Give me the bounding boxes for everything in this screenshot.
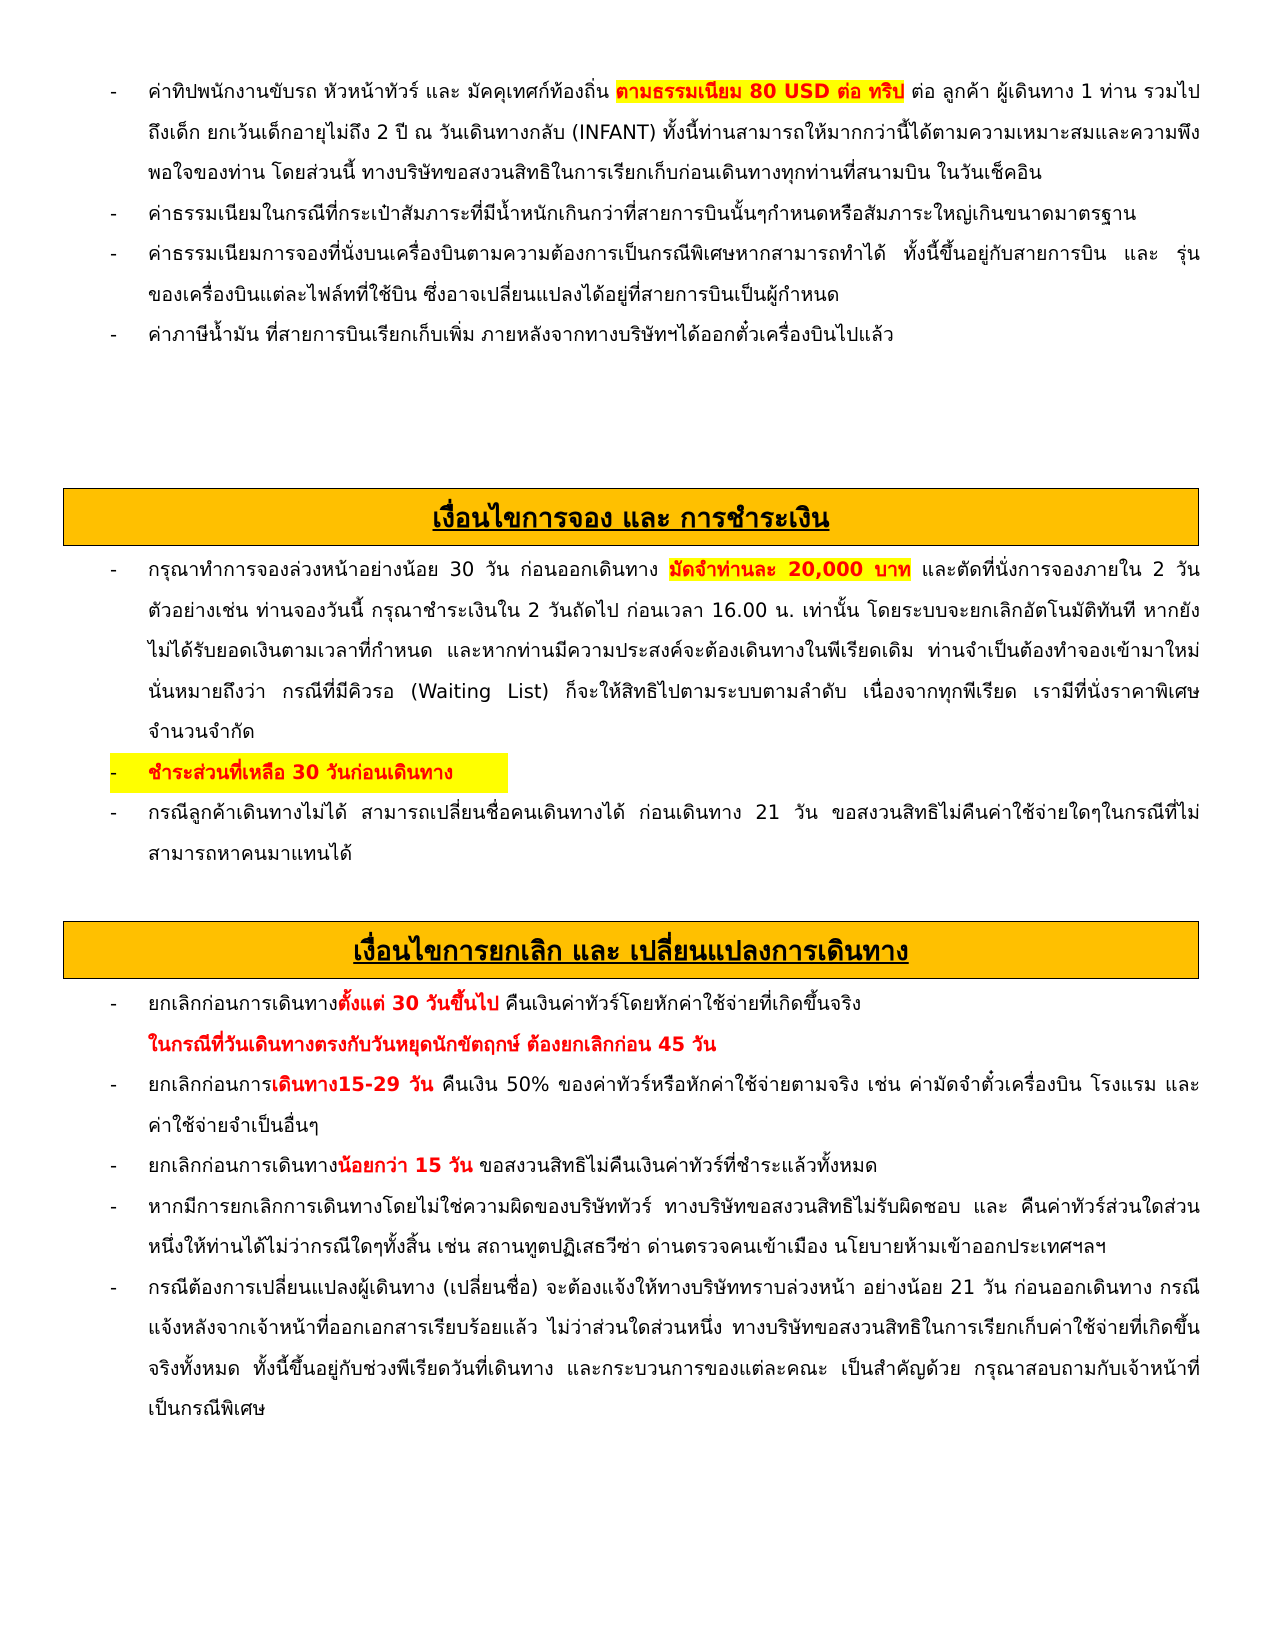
bullet-dash: - [110,1154,118,1177]
list-item: - ค่าภาษีน้ำมัน ที่สายการบินเรียกเก็บเพิ่ม ภายหลังจากทางบริษัทฯได้ออกตั๋วเครื่องบินไปแล้ว [110,315,1200,356]
bullet-dash: - [110,1275,118,1299]
bullet-dash: - [110,80,118,103]
list-item: - กรุณาทำการจองล่วงหน้าอย่างน้อย 30 วัน ก่อนออกเดินทาง มัดจำท่านละ 20,000 บาท และตัดที่นั่งการจองภายใน 2 วัน ตัวอย่างเช่น ท่านจองวันนี้ กรุณาชำระเงินใน 2 วันถัดไป ก่อนเวลา 16.00 น. เท่านั้น โดยระบบจะยกเลิกอัตโนมัติทันที หากยังไม่ได้รับยอดเงินตามเวลาที่กำหนด และหากท่านมีความประสงค์จะต้องเดินทางในพีเรียดเดิม ท่านจำเป็นต้องทำจองเข้ามาใหม่ นั่นหมายถึงว่า กรณีที่มีคิวรอ (Waiting List) ก็จะให้สิทธิไปตามระบบตามลำดับ เนื่องจากทุกพีเรียด เรามีที่นั่งราคาพิเศษจำนวนจำกัด [110,550,1200,753]
cancel-list [110,984,1200,1430]
deposit-highlight: มัดจำท่านละ 20,000 บาท [669,558,911,581]
list-item: - ยกเลิกก่อนการเดินทางน้อยกว่า 15 วัน ขอสงวนสิทธิไม่คืนเงินค่าทัวร์ที่ชำระแล้วทั้งหมด [110,1146,1200,1187]
list-item-balance [110,753,508,794]
booking-list [110,550,1200,874]
bullet-dash: - [110,801,118,824]
booking-section-banner [63,488,1199,546]
list-item: - กรณีลูกค้าเดินทางไม่ได้ สามารถเปลี่ยนชื่อคนเดินทางได้ ก่อนเดินทาง 21 วัน ขอสงวนสิทธิไม่คืนค่าใช้จ่ายใดๆในกรณีที่ไม่สามารถหาคนมาแทนได้ [110,793,1200,874]
bullet-dash: - [110,558,118,581]
booking-section-title: เงื่อนไขการจอง และ การชำระเงิน [432,502,830,534]
list-item: - หากมีการยกเลิกการเดินทางโดยไม่ใช่ความผิดของบริษัททัวร์ ทางบริษัทขอสงวนสิทธิไม่รับผิดชอบ และ คืนค่าทัวร์ส่วนใดส่วนหนึ่งให้ท่านได้ไม่ว่ากรณีใดๆทั้งสิ้น เช่น สถานทูตปฏิเสธวีซ่า ด่านตรวจคนเข้าเมือง นโยบายห้ามเข้าออกประเทศฯลฯ [110,1187,1200,1268]
list-item: - ค่าทิปพนักงานขับรถ หัวหน้าทัวร์ และ มัคคุเทศก์ท้องถิ่น ตามธรรมเนียม 80 USD ต่อ ทริป ต่อ ลูกค้า ผู้เดินทาง 1 ท่าน รวมไปถึงเด็ก ยกเว้นเด็กอายุไม่ถึง 2 ปี ณ วันเดินทางกลับ (INFANT) ทั้งนี้ท่านสามารถให้มากกว่านี้ได้ตามความเหมาะสมและความพึงพอใจของท่าน โดยส่วนนี้ ทางบริษัทขอสงวนสิทธิในการเรียกเก็บก่อนเดินทางทุกท่านที่สนามบิน ในวันเช็คอิน [110,72,1200,194]
list-item: - ค่าธรรมเนียมในกรณีที่กระเป๋าสัมภาระที่มีน้ำหนักเกินกว่าที่สายการบินนั้นๆกำหนดหรือสัมภาระใหญ่เกินขนาดมาตรฐาน [110,194,1200,235]
tip-highlight: ตามธรรมเนียม 80 USD ต่อ ทริป [615,80,905,103]
bullet-dash: - [110,992,118,1015]
list-item: - ค่าธรรมเนียมการจองที่นั่งบนเครื่องบินตามความต้องการเป็นกรณีพิเศษหากสามารถทำได้ ทั้งนี้ขึ้นอยู่กับสายการบิน และ รุ่นของเครื่องบินแต่ละไฟล์ทที่ใช้บิน ซึ่งอาจเปลี่ยนแปลงได้อยู่ที่สายการบินเป็นผู้กำหนด [110,234,1200,315]
cancel-section-banner [63,921,1199,979]
bullet-dash: - [110,201,118,225]
bullet-dash: - [110,760,118,784]
bullet-dash: - [110,323,118,346]
list-item: - กรณีต้องการเปลี่ยนแปลงผู้เดินทาง (เปลี่ยนชื่อ) จะต้องแจ้งให้ทางบริษัททราบล่วงหน้า อย่างน้อย 21 วัน ก่อนออกเดินทาง กรณีแจ้งหลังจากเจ้าหน้าที่ออกเอกสารเรียบร้อยแล้ว ไม่ว่าส่วนใดส่วนหนึ่ง ทางบริษัทขอสงวนสิทธิในการเรียกเก็บค่าใช้จ่ายที่เกิดขึ้นจริงทั้งหมด ทั้งนี้ขึ้นอยู่กับช่วงพีเรียดวันที่เดินทาง และกระบวนการของแต่ละคณะ เป็นสำคัญด้วย กรุณาสอบถามกับเจ้าหน้าที่เป็นกรณีพิเศษ [110,1268,1200,1430]
holiday-note: ในกรณีที่วันเดินทางตรงกับวันหยุดนักขัตฤกษ์ ต้องยกเลิกก่อน 45 วัน [148,1032,717,1056]
balance-highlight: ชำระส่วนที่เหลือ 30 วันก่อนเดินทาง [148,760,454,784]
fees-list [110,72,1200,356]
bullet-dash: - [110,1194,118,1218]
cancel-section-title: เงื่อนไขการยกเลิก และ เปลี่ยนแปลงการเดินทาง [353,935,909,967]
bullet-dash: - [110,242,118,265]
bullet-dash: - [110,1073,118,1096]
list-item: - ยกเลิกก่อนการเดินทาง15-29 วัน คืนเงิน 50% ของค่าทัวร์หรือหักค่าใช้จ่ายตามจริง เช่น ค่ามัดจำตั๋วเครื่องบิน โรงแรม และค่าใช้จ่ายจำเป็นอื่นๆ [110,1065,1200,1146]
list-item: - ยกเลิกก่อนการเดินทางตั้งแต่ 30 วันขึ้นไป คืนเงินค่าทัวร์โดยหักค่าใช้จ่ายที่เกิดขึ้นจริง ในกรณีที่วันเดินทางตรงกับวันหยุดนักขัตฤกษ์ ต้องยกเลิกก่อน 45 วัน [110,984,1200,1065]
